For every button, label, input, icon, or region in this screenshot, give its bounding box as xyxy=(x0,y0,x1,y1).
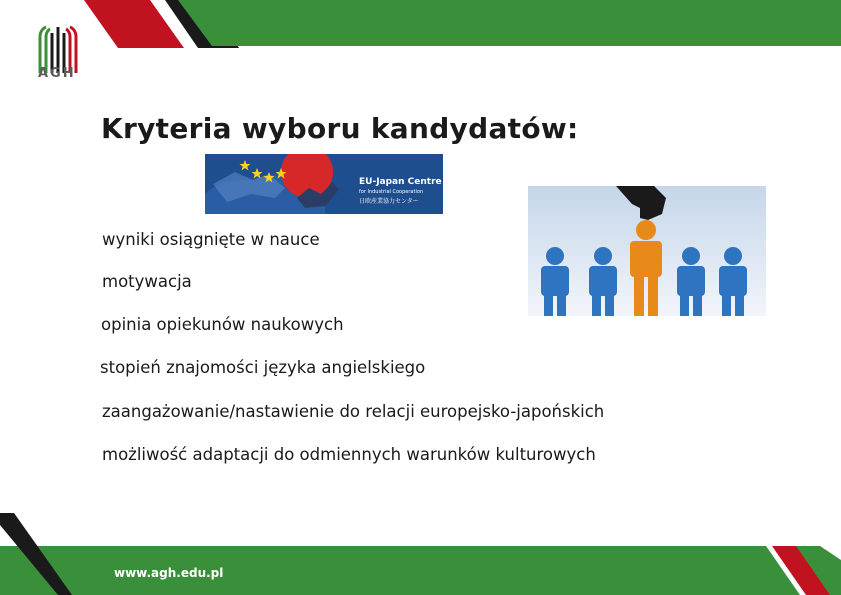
slide-title: Kryteria wyboru kandydatów: xyxy=(101,112,579,145)
criterion-item: wyniki osiągnięte w nauce xyxy=(102,230,320,249)
criterion-item: stopień znajomości języka angielskiego xyxy=(100,358,426,377)
logo-text: AGH xyxy=(38,66,76,81)
banner-line3: 日欧産業協力センター xyxy=(359,198,419,205)
banner-line1: EU-Japan Centre xyxy=(359,177,442,187)
banner-line2: for Industrial Cooperation xyxy=(359,189,424,195)
criterion-item: opinia opiekunów naukowych xyxy=(101,315,344,334)
footer-url-link[interactable]: www.agh.edu.pl xyxy=(114,566,224,580)
eu-japan-centre-banner xyxy=(205,154,443,214)
top-red-stripe xyxy=(84,0,184,48)
top-green-band xyxy=(178,0,841,46)
top-decor-band xyxy=(0,0,841,48)
criterion-item: możliwość adaptacji do odmiennych warunków kulturowych xyxy=(102,445,596,464)
criterion-item: motywacja xyxy=(102,272,192,291)
criterion-item: zaangażowanie/nastawienie do relacji europejsko-japońskich xyxy=(102,402,605,421)
bottom-black-stripe xyxy=(0,513,80,595)
candidate-selection-illustration xyxy=(528,186,766,316)
